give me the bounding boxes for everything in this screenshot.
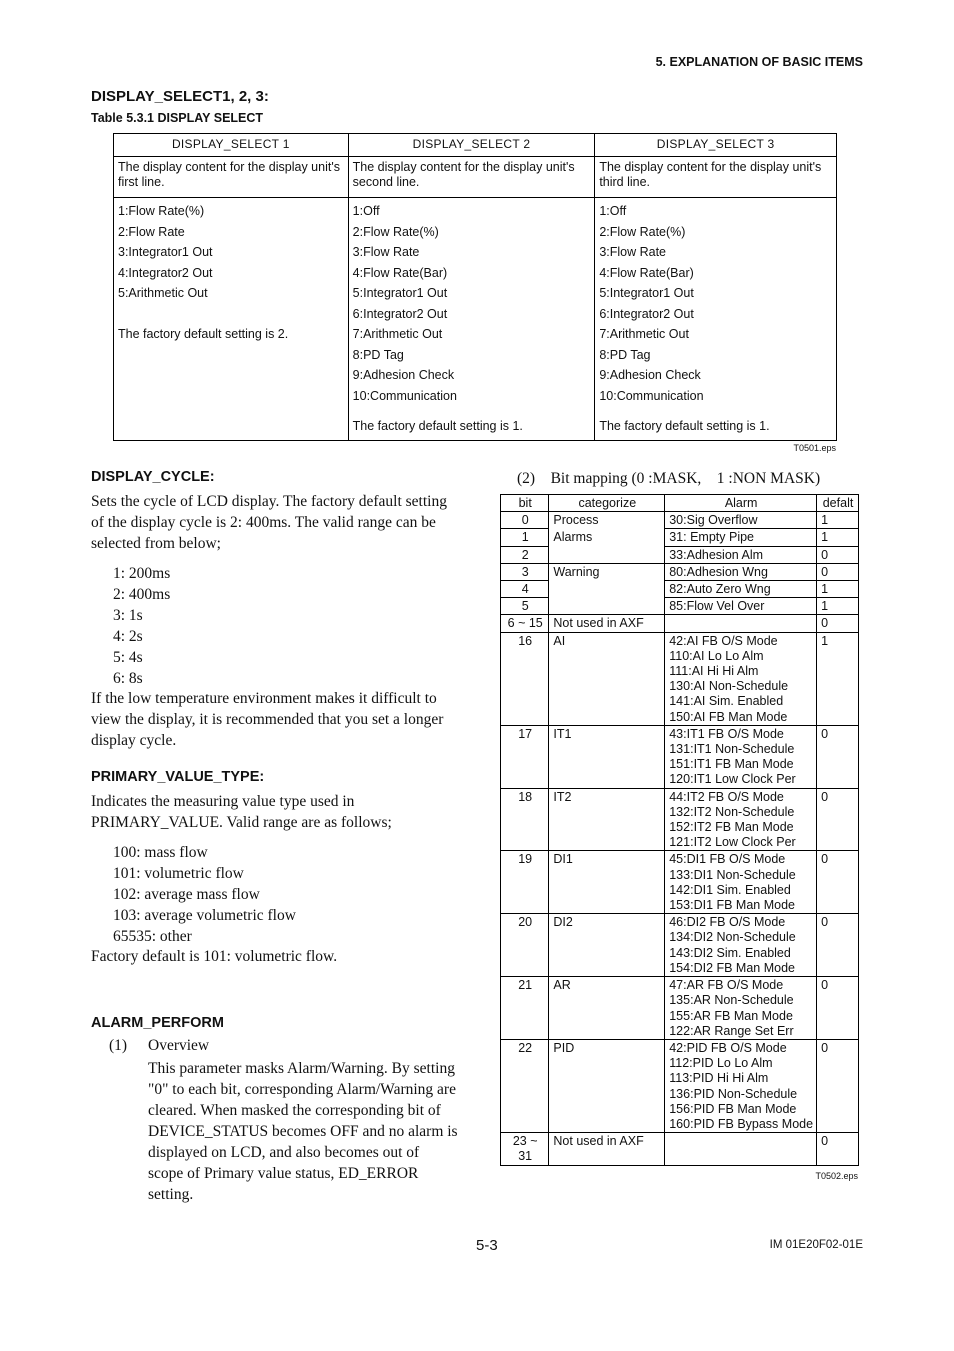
options-cell-3 (595, 198, 837, 441)
default-cell: 1 (817, 512, 859, 529)
alarm-item: 130:AI Non-Schedule (669, 679, 789, 694)
category-cell: PID (549, 1039, 665, 1132)
alarm-item: 133:DI1 Non-Schedule (669, 867, 796, 882)
category-cell: Not used in AXF (549, 1133, 665, 1165)
figure-id: T0501.eps (793, 443, 836, 453)
alarm-cell (665, 914, 817, 977)
primary-value-type-default: Factory default is 101: volumetric flow. (91, 948, 338, 965)
list-item: 9:Adhesion Check (599, 368, 701, 382)
alarm-item: 131:IT1 Non-Schedule (669, 742, 795, 757)
page-number: 5-3 (476, 1237, 498, 1254)
default-cell: 0 (817, 1039, 859, 1132)
table-row (501, 563, 859, 580)
column-header: DISPLAY_SELECT 3 (595, 134, 837, 157)
list-item: 6:Integrator2 Out (599, 306, 694, 321)
bit-cell: 3 (501, 563, 549, 580)
alarm-item: 142:DI1 Sim. Enabled (669, 882, 791, 897)
list-item-blank (118, 304, 344, 325)
column-description: The display content for the display unit's second line. (348, 157, 595, 198)
column-header: DISPLAY_SELECT 2 (348, 134, 595, 157)
alarm-item: 85:Flow Vel Over (669, 599, 765, 614)
display-cycle-options (113, 563, 170, 689)
default-note: The factory default setting is 2. (118, 327, 289, 341)
alarm-item: 110:AI Lo Lo Alm (669, 648, 764, 663)
list-item: 65535: other (113, 928, 192, 945)
bit-cell: 23 ~ 31 (501, 1133, 549, 1165)
list-item: 6: 8s (113, 670, 143, 687)
bit-cell: 6 ~ 15 (501, 615, 549, 632)
bit-cell: 16 (501, 632, 549, 725)
alarm-cell (665, 512, 817, 529)
alarm-item: 136:PID Non-Schedule (669, 1086, 798, 1101)
list-item: 5:Integrator1 Out (599, 286, 694, 300)
column-description: The display content for the display unit's first line. (114, 157, 349, 198)
bit-cell: 21 (501, 977, 549, 1040)
list-item: 8:PD Tag (352, 347, 404, 362)
display-cycle-note: If the low temperature environment makes it difficult to view the display, it is recommended that you set a longer display cycle. (91, 690, 444, 749)
alarm-cell (665, 725, 817, 788)
default-cell: 0 (817, 563, 859, 580)
list-item: 5:Integrator1 Out (352, 286, 448, 300)
table-row (501, 632, 859, 725)
default-cell: 0 (817, 725, 859, 788)
bit-cell: 5 (501, 598, 549, 615)
category-cell: Not used in AXF (549, 615, 665, 632)
table-row (501, 546, 859, 563)
table-caption: Table 5.3.1 DISPLAY SELECT (91, 111, 264, 125)
column-header: categorize (549, 495, 665, 512)
default-cell: 1 (817, 529, 859, 546)
table-row (501, 851, 859, 914)
column-header: DISPLAY_SELECT 1 (114, 134, 349, 157)
category-cell: Warning (549, 563, 665, 580)
alarm-cell (665, 788, 817, 851)
table-row (501, 977, 859, 1040)
options-cell-1 (114, 198, 349, 441)
table-row (501, 529, 859, 546)
list-item: 5: 4s (113, 649, 143, 666)
category-cell: AI (549, 632, 665, 725)
list-item: 101: volumetric flow (113, 865, 244, 882)
alarm-item: 47:AR FB O/S Mode (669, 978, 784, 993)
display-cycle-intro: Sets the cycle of LCD display. The factory default setting of the display cycle is 2: 400ms. The valid range can be selected from below; (91, 493, 447, 552)
list-item: 2:Flow Rate (118, 224, 185, 239)
alarm-item: 143:DI2 Sim. Enabled (669, 945, 791, 960)
table-row (501, 1133, 859, 1165)
document-id: IM 01E20F02-01E (769, 1239, 863, 1251)
section-header: 5. EXPLANATION OF BASIC ITEMS (655, 55, 863, 69)
bit-mapping-caption: (2) Bit mapping (0 :MASK, 1 :NON MASK) (517, 470, 821, 487)
category-cell (549, 581, 665, 598)
option-list (599, 201, 832, 406)
heading-primary-value-type: PRIMARY_VALUE_TYPE: (91, 769, 265, 785)
default-cell: 0 (817, 788, 859, 851)
alarm-item: 80:Adhesion Wng (669, 564, 768, 579)
overview-number: (1) (109, 1037, 128, 1054)
list-item: 1:Off (352, 204, 380, 218)
alarm-item: 121:IT2 Low Clock Per (669, 835, 796, 850)
alarm-cell (665, 632, 817, 725)
table-row (501, 914, 859, 977)
alarm-item: 45:DI1 FB O/S Mode (669, 852, 786, 867)
alarm-item: 112:PID Lo Lo Alm (669, 1056, 773, 1071)
table-row (501, 615, 859, 632)
list-item: 100: mass flow (113, 844, 208, 861)
default-cell: 1 (817, 598, 859, 615)
list-item: 6:Integrator2 Out (352, 306, 448, 321)
primary-value-type-options (113, 842, 296, 947)
alarm-item: 155:AR FB Man Mode (669, 1008, 793, 1023)
alarm-cell (665, 1133, 817, 1165)
bit-cell: 0 (501, 512, 549, 529)
alarm-item: 33:Adhesion Alm (669, 547, 764, 562)
column-header: Alarm (665, 495, 817, 512)
list-item: 2:Flow Rate(%) (352, 224, 439, 239)
default-note: The factory default setting is 1. (352, 419, 523, 433)
alarm-cell (665, 977, 817, 1040)
alarm-cell (665, 546, 817, 563)
alarm-item: 44:IT2 FB O/S Mode (669, 789, 784, 804)
list-item: 10:Communication (352, 388, 457, 403)
alarm-item: 43:IT1 FB O/S Mode (669, 726, 784, 741)
list-item: 102: average mass flow (113, 886, 260, 903)
bit-cell: 19 (501, 851, 549, 914)
alarm-item: 31: Empty Pipe (669, 530, 754, 545)
alarm-cell (665, 615, 817, 632)
alarm-cell (665, 581, 817, 598)
primary-value-type-intro: Indicates the measuring value type used in PRIMARY_VALUE. Valid range are as follows; (91, 793, 392, 831)
alarm-item: 151:IT1 FB Man Mode (669, 757, 794, 772)
list-item: 3:Flow Rate (599, 245, 667, 259)
alarm-item: 82:Auto Zero Wng (669, 582, 771, 597)
alarm-cell (665, 598, 817, 615)
table-row (501, 581, 859, 598)
option-list (353, 201, 591, 406)
table-row (501, 1039, 859, 1132)
alarm-cell (665, 1039, 817, 1132)
figure-id: T0502.eps (815, 1171, 858, 1181)
category-cell: AR (549, 977, 665, 1040)
list-item: 2:Flow Rate(%) (599, 224, 686, 239)
table-row (501, 788, 859, 851)
list-item: 1:Off (599, 204, 627, 218)
list-item: 4: 2s (113, 628, 143, 645)
list-item: 3:Integrator1 Out (118, 245, 213, 259)
category-cell (549, 546, 665, 563)
alarm-item: 134:DI2 Non-Schedule (669, 930, 796, 945)
alarm-item: 30:Sig Overflow (669, 513, 758, 528)
alarm-cell (665, 563, 817, 580)
default-cell: 1 (817, 632, 859, 725)
alarm-item: 42:AI FB O/S Mode (669, 633, 778, 648)
heading-display-cycle: DISPLAY_CYCLE: (91, 469, 215, 485)
default-cell: 0 (817, 851, 859, 914)
column-description: The display content for the display unit's third line. (595, 157, 837, 198)
list-item: 3: 1s (113, 607, 143, 624)
table-row (501, 512, 859, 529)
default-note: The factory default setting is 1. (599, 419, 770, 433)
list-item: 9:Adhesion Check (352, 368, 455, 382)
list-item: 10:Communication (599, 388, 704, 403)
alarm-item: 122:AR Range Set Err (669, 1023, 794, 1038)
category-cell (549, 598, 665, 615)
bit-mapping-table (500, 494, 859, 1166)
alarm-item: 160:PID FB Bypass Mode (669, 1116, 814, 1131)
list-item: 7:Arithmetic Out (352, 327, 443, 341)
category-cell: IT2 (549, 788, 665, 851)
alarm-item: 141:AI Sim. Enabled (669, 694, 784, 709)
alarm-item: 135:AR Non-Schedule (669, 993, 794, 1008)
list-item: 4:Flow Rate(Bar) (352, 265, 448, 280)
section-title-display-select: DISPLAY_SELECT1, 2, 3: (91, 88, 269, 105)
list-item: 3:Flow Rate (352, 245, 420, 259)
category-cell: IT1 (549, 725, 665, 788)
category-cell: DI1 (549, 851, 665, 914)
list-item: 5:Arithmetic Out (118, 286, 208, 300)
list-item: 1: 200ms (113, 565, 171, 582)
alarm-item: 156:PID FB Man Mode (669, 1101, 797, 1116)
category-cell: DI2 (549, 914, 665, 977)
bit-cell: 17 (501, 725, 549, 788)
list-item: 8:PD Tag (599, 347, 651, 362)
table-row (501, 725, 859, 788)
alarm-item: 132:IT2 Non-Schedule (669, 804, 795, 819)
alarm-item: 111:AI Hi Hi Alm (669, 664, 759, 679)
alarm-cell (665, 529, 817, 546)
overview-text: This parameter masks Alarm/Warning. By setting "0" to each bit, corresponding Alarm/Warning are cleared. When masked the corresponding bit of DEVICE_STATUS becomes OFF and no alarm is displayed on LCD, and also becomes out of scope of Primary value status, ED_ERROR setting. (148, 1060, 458, 1203)
list-item: 1:Flow Rate(%) (118, 204, 205, 218)
bit-cell: 2 (501, 546, 549, 563)
overview-label: Overview (148, 1037, 210, 1054)
default-cell: 0 (817, 914, 859, 977)
category-cell: Process (549, 512, 665, 529)
column-header: bit (501, 495, 549, 512)
list-item: 4:Integrator2 Out (118, 265, 213, 280)
alarm-item: 113:PID Hi Hi Alm (669, 1071, 769, 1086)
default-cell: 0 (817, 1133, 859, 1165)
alarm-item: 154:DI2 FB Man Mode (669, 960, 795, 975)
default-cell: 1 (817, 581, 859, 598)
table-row (501, 598, 859, 615)
list-item: 103: average volumetric flow (113, 907, 296, 924)
alarm-item: 120:IT1 Low Clock Per (669, 772, 796, 787)
alarm-item: 150:AI FB Man Mode (669, 709, 788, 724)
default-cell: 0 (817, 977, 859, 1040)
bit-cell: 4 (501, 581, 549, 598)
alarm-cell (665, 851, 817, 914)
bit-cell: 1 (501, 529, 549, 546)
default-cell: 0 (817, 546, 859, 563)
default-cell: 0 (817, 615, 859, 632)
column-header: defalt (817, 495, 859, 512)
bit-cell: 22 (501, 1039, 549, 1132)
options-cell-2 (348, 198, 595, 441)
bit-cell: 18 (501, 788, 549, 851)
alarm-item: 152:IT2 FB Man Mode (669, 820, 794, 835)
alarm-item: 46:DI2 FB O/S Mode (669, 915, 786, 930)
list-item: 4:Flow Rate(Bar) (599, 265, 694, 280)
alarm-item: 153:DI1 FB Man Mode (669, 898, 795, 913)
category-cell: Alarms (549, 529, 665, 546)
list-item: 2: 400ms (113, 586, 171, 603)
alarm-item: 42:PID FB O/S Mode (669, 1040, 787, 1055)
bit-cell: 20 (501, 914, 549, 977)
option-list (118, 201, 344, 304)
display-select-table (113, 133, 837, 441)
list-item: 7:Arithmetic Out (599, 327, 689, 341)
heading-alarm-perform: ALARM_PERFORM (91, 1015, 224, 1031)
